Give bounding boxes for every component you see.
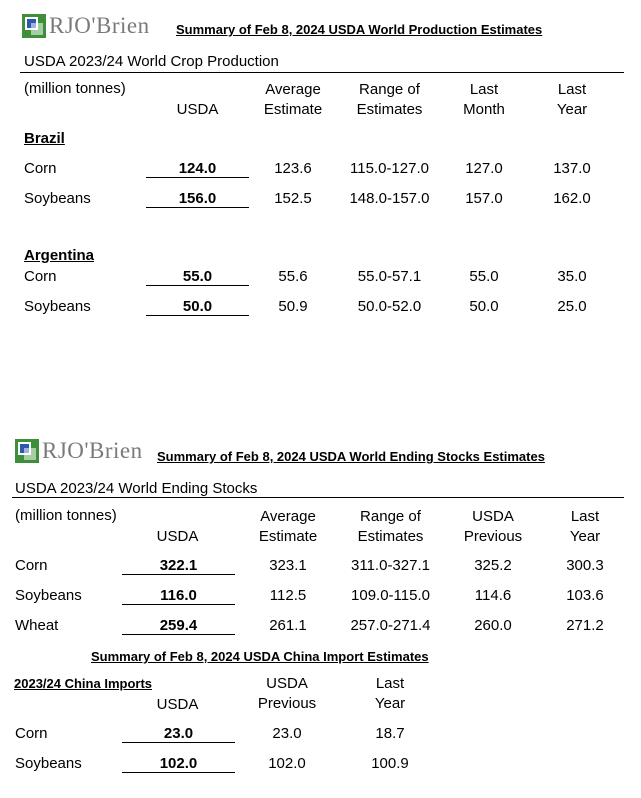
- stocks-corn-last-year: 300.3: [566, 557, 604, 574]
- stocks-soybeans-usda: 116.0: [122, 587, 235, 605]
- production-header-range: Range of Estimates: [356, 81, 423, 118]
- argentina-corn-label: Corn: [24, 268, 57, 285]
- brazil-soybeans-usda: 156.0: [146, 190, 249, 208]
- logo-text: RJO'Brien: [49, 13, 150, 38]
- imports-title: 2023/24 China Imports: [14, 676, 152, 691]
- imports-corn-usda: 23.0: [122, 725, 235, 743]
- argentina-soybeans-last-month: 50.0: [469, 298, 499, 315]
- argentina-corn-last-month: 55.0: [469, 268, 499, 285]
- stocks-corn-avg: 323.1: [269, 557, 307, 574]
- stocks-header-range: Range of Estimates: [357, 508, 424, 545]
- brazil-corn-last-year: 137.0: [553, 160, 591, 177]
- stocks-wheat-previous: 260.0: [474, 617, 512, 634]
- logo-mark-icon: [22, 14, 46, 38]
- imports-soybeans-previous: 102.0: [268, 755, 306, 772]
- imports-summary-title: Summary of Feb 8, 2024 USDA China Import Estimates: [91, 649, 429, 664]
- stocks-title-rule: [12, 497, 624, 498]
- brazil-soybeans-range: 148.0-157.0: [349, 190, 430, 207]
- production-units: (million tonnes): [24, 80, 126, 97]
- stocks-summary-title: Summary of Feb 8, 2024 USDA World Ending Stocks Estimates: [157, 449, 545, 464]
- stocks-soybeans-previous: 114.6: [474, 587, 512, 604]
- stocks-soybeans-last-year: 103.6: [566, 587, 604, 604]
- brazil-soybeans-last-month: 157.0: [465, 190, 503, 207]
- production-title-rule: [20, 72, 624, 73]
- brazil-corn-usda: 124.0: [146, 160, 249, 178]
- imports-soybeans-last-year: 100.9: [371, 755, 409, 772]
- brazil-corn-range: 115.0-127.0: [350, 160, 429, 177]
- stocks-header-average: Average Estimate: [258, 508, 318, 545]
- stocks-corn-range: 311.0-327.1: [351, 557, 430, 574]
- stocks-header-last-year: Last Year: [569, 508, 601, 545]
- brazil-soybeans-label: Soybeans: [24, 190, 91, 207]
- argentina-soybeans-range: 50.0-52.0: [357, 298, 422, 315]
- imports-soybeans-usda: 102.0: [122, 755, 235, 773]
- imports-corn-last-year: 18.7: [375, 725, 405, 742]
- production-title: USDA 2023/24 World Crop Production: [24, 53, 279, 70]
- argentina-corn-last-year: 35.0: [557, 268, 587, 285]
- imports-header-previous: USDA Previous: [257, 675, 317, 712]
- argentina-corn-range: 55.0-57.1: [357, 268, 422, 285]
- production-summary-title: Summary of Feb 8, 2024 USDA World Production Estimates: [176, 22, 543, 37]
- argentina-soybeans-avg: 50.9: [278, 298, 308, 315]
- brazil-corn-label: Corn: [24, 160, 57, 177]
- production-header-last-year: Last Year: [556, 81, 588, 118]
- stocks-corn-usda: 322.1: [122, 557, 235, 575]
- country-argentina: Argentina: [24, 247, 95, 264]
- stocks-wheat-avg: 261.1: [269, 617, 307, 634]
- argentina-soybeans-usda: 50.0: [146, 298, 249, 316]
- imports-header-usda: USDA: [156, 696, 199, 713]
- stocks-units: (million tonnes): [15, 507, 117, 524]
- stocks-wheat-usda: 259.4: [122, 617, 235, 635]
- imports-soybeans-label: Soybeans: [15, 755, 82, 772]
- imports-header-last-year: Last Year: [374, 675, 406, 712]
- stocks-title: USDA 2023/24 World Ending Stocks: [15, 480, 258, 497]
- argentina-soybeans-label: Soybeans: [24, 298, 91, 315]
- stocks-soybeans-label: Soybeans: [15, 587, 82, 604]
- production-header-average: Average Estimate: [263, 81, 323, 118]
- imports-corn-previous: 23.0: [272, 725, 302, 742]
- logo-text: RJO'Brien: [42, 438, 143, 463]
- country-brazil: Brazil: [24, 130, 65, 147]
- stocks-corn-label: Corn: [15, 557, 48, 574]
- argentina-corn-avg: 55.6: [278, 268, 308, 285]
- logo-mark-icon: [15, 439, 39, 463]
- brazil-corn-avg: 123.6: [274, 160, 312, 177]
- stocks-soybeans-avg: 112.5: [269, 587, 307, 604]
- brazil-corn-last-month: 127.0: [465, 160, 503, 177]
- stocks-soybeans-range: 109.0-115.0: [351, 587, 430, 604]
- imports-corn-label: Corn: [15, 725, 48, 742]
- stocks-header-previous: USDA Previous: [463, 508, 523, 545]
- stocks-corn-previous: 325.2: [474, 557, 512, 574]
- production-header-usda: USDA: [176, 101, 219, 118]
- stocks-wheat-label: Wheat: [15, 617, 59, 634]
- argentina-soybeans-last-year: 25.0: [557, 298, 587, 315]
- stocks-header-usda: USDA: [156, 528, 199, 545]
- brazil-soybeans-avg: 152.5: [274, 190, 312, 207]
- production-header-last-month: Last Month: [463, 81, 505, 118]
- stocks-wheat-range: 257.0-271.4: [350, 617, 431, 634]
- stocks-wheat-last-year: 271.2: [566, 617, 604, 634]
- brazil-soybeans-last-year: 162.0: [553, 190, 591, 207]
- argentina-corn-usda: 55.0: [146, 268, 249, 286]
